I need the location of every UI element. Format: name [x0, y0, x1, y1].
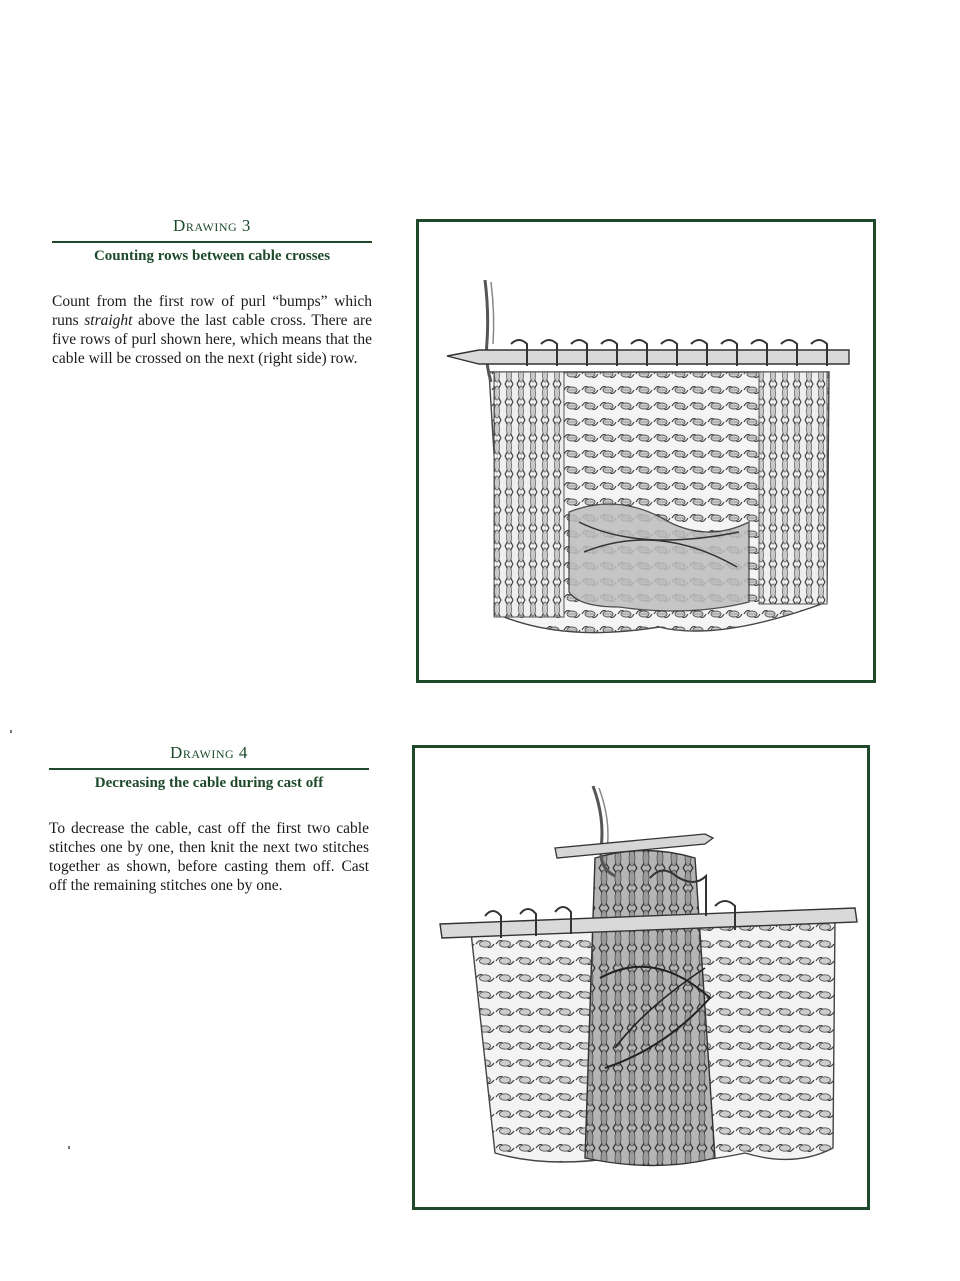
yarn-tail	[485, 280, 491, 382]
drawing-4-illustration	[415, 748, 867, 1207]
page-speck	[68, 1146, 70, 1149]
drawing-4-caption	[49, 743, 369, 793]
drawing-3-label: Drawing 3	[173, 216, 251, 235]
drawing-3-caption	[52, 216, 372, 266]
page-speck	[10, 730, 12, 733]
drawing-4-rule	[49, 768, 369, 770]
drawing-4-frame	[412, 745, 870, 1210]
drawing-4-text: To decrease the cable, cast off the first two cable stitches one by one, then knit the next two stitches together as shown, before casting them off. Cast off the remaining stitches one by one.	[49, 820, 369, 894]
cable-column	[585, 851, 715, 1166]
drawing-3-text: Count from the first row of purl “bumps” which runs straight above the last cable cross. There are five rows of purl shown here, which means that the cable will be crossed on the next (right side) row.	[52, 293, 372, 367]
drawing-3-rule	[52, 241, 372, 243]
drawing-4-title: Decreasing the cable during cast off	[94, 775, 324, 791]
drawing-4-label: Drawing 4	[170, 743, 248, 762]
drawing-3-frame	[416, 219, 876, 683]
drawing-3-title: Counting rows between cable crosses	[93, 248, 331, 264]
drawing-3-illustration	[419, 222, 873, 680]
